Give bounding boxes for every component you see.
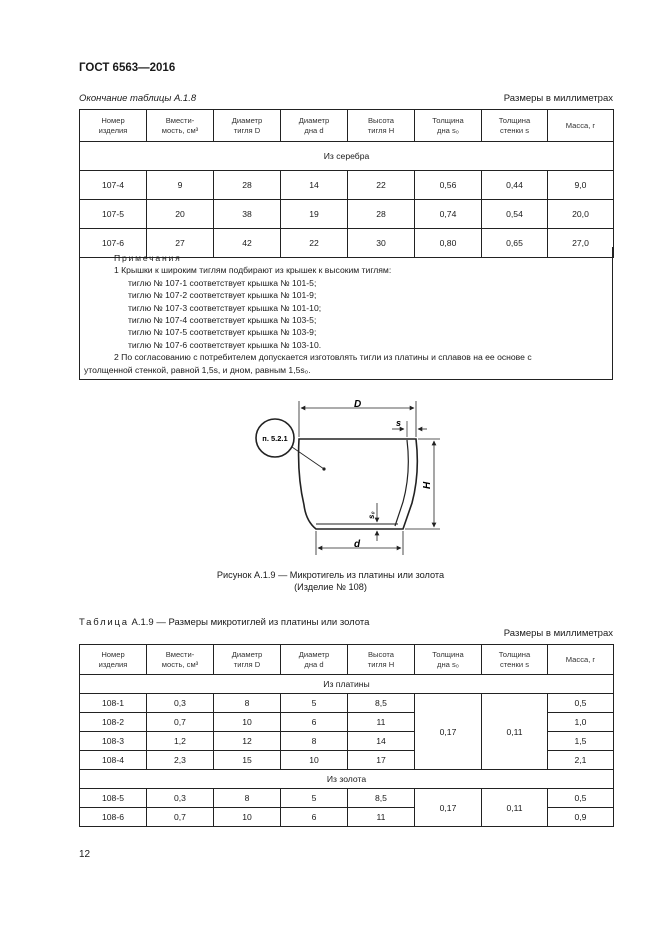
table-a19-title-prefix: Таблица bbox=[79, 617, 129, 628]
merged-cell-s0: 0,17 bbox=[415, 789, 482, 827]
column-header-line: Высота bbox=[367, 649, 395, 659]
reference-leader bbox=[292, 447, 324, 469]
label-d: d bbox=[354, 539, 361, 550]
table-section-row bbox=[80, 675, 614, 694]
table-cell: 0,9 bbox=[548, 808, 614, 827]
column-header bbox=[482, 110, 548, 142]
table-cell: 27 bbox=[147, 229, 214, 258]
table-cell: 10 bbox=[214, 713, 281, 732]
table-cell: 6 bbox=[281, 713, 348, 732]
table-cell: 14 bbox=[281, 171, 348, 200]
column-header-line: дна s₀ bbox=[437, 125, 459, 135]
table-cell: 22 bbox=[348, 171, 415, 200]
table-cell: 0,65 bbox=[482, 229, 548, 258]
table-cell: 0,7 bbox=[147, 808, 214, 827]
column-header-line: Номер bbox=[101, 115, 125, 125]
table-cell: 28 bbox=[214, 171, 281, 200]
merged-cell-s: 0,11 bbox=[482, 789, 548, 827]
column-header bbox=[348, 645, 415, 675]
table-section-row bbox=[80, 770, 614, 789]
table-cell: 28 bbox=[348, 200, 415, 229]
table-row bbox=[80, 789, 614, 808]
label-s: s bbox=[396, 418, 402, 428]
column-header-line: Диаметр bbox=[231, 649, 263, 659]
table-cell: 0,80 bbox=[415, 229, 482, 258]
table-cell: 1,5 bbox=[548, 732, 614, 751]
table-cell: 42 bbox=[214, 229, 281, 258]
column-header bbox=[348, 110, 415, 142]
figure-caption-line2: (Изделие № 108) bbox=[294, 582, 367, 592]
column-header bbox=[214, 645, 281, 675]
column-header-line: Толщина bbox=[432, 115, 464, 125]
table-cell: 0,74 bbox=[415, 200, 482, 229]
table-cell: 108-2 bbox=[80, 713, 147, 732]
note-line: тиглю № 107-1 соответствует крышка № 101-5; bbox=[128, 277, 317, 288]
column-header-line: стенки s bbox=[499, 125, 530, 135]
table-row bbox=[80, 694, 614, 713]
column-header-line: мость, см³ bbox=[161, 125, 199, 135]
column-header bbox=[281, 110, 348, 142]
column-header bbox=[548, 645, 614, 675]
column-header-line: Вмести- bbox=[165, 649, 195, 659]
table-cell: 11 bbox=[348, 713, 415, 732]
column-header-line: Масса, г bbox=[565, 120, 596, 130]
column-header-line: мость, см³ bbox=[161, 659, 199, 669]
note-line: 1 Крышки к широким тиглям подбирают из крышек к высоким тиглям: bbox=[114, 265, 392, 276]
section-title: Из серебра bbox=[80, 142, 614, 171]
label-H: H bbox=[422, 481, 433, 489]
column-header-line: тигля D bbox=[233, 659, 261, 669]
column-header-line: дна d bbox=[304, 659, 324, 669]
column-header-line: тигля H bbox=[367, 659, 395, 669]
column-header-line: Диаметр bbox=[298, 115, 330, 125]
column-header bbox=[80, 645, 147, 675]
table-cell: 8 bbox=[214, 789, 281, 808]
table-cell: 0,3 bbox=[147, 694, 214, 713]
table-a19-units: Размеры в миллиметрах bbox=[503, 628, 613, 639]
merged-cell-s0: 0,17 bbox=[415, 694, 482, 770]
table-cell: 8 bbox=[281, 732, 348, 751]
note-line: утолщенной стенкой, равной 1,5s, и дном, равным 1,5s₀. bbox=[84, 364, 311, 375]
column-header-line: Высота bbox=[367, 115, 395, 125]
table-a18-notes bbox=[79, 247, 613, 380]
table-cell: 1,2 bbox=[147, 732, 214, 751]
table-cell: 108-1 bbox=[80, 694, 147, 713]
table-cell: 0,5 bbox=[548, 694, 614, 713]
table-cell: 0,5 bbox=[548, 789, 614, 808]
column-header bbox=[214, 110, 281, 142]
column-header bbox=[415, 110, 482, 142]
table-a18 bbox=[79, 109, 614, 258]
reference-dot bbox=[322, 467, 325, 470]
table-cell: 0,44 bbox=[482, 171, 548, 200]
table-a18-caption: Окончание таблицы А.1.8 bbox=[79, 93, 197, 104]
column-header bbox=[482, 645, 548, 675]
table-cell: 14 bbox=[348, 732, 415, 751]
crucible-body bbox=[299, 439, 418, 529]
label-D: D bbox=[354, 399, 362, 410]
table-cell: 5 bbox=[281, 789, 348, 808]
table-cell: 9,0 bbox=[548, 171, 614, 200]
page-number: 12 bbox=[79, 849, 91, 860]
table-cell: 17 bbox=[348, 751, 415, 770]
table-cell: 22 bbox=[281, 229, 348, 258]
note-line: тиглю № 107-3 соответствует крышка № 101-10; bbox=[128, 302, 322, 313]
table-cell: 38 bbox=[214, 200, 281, 229]
table-cell: 0,54 bbox=[482, 200, 548, 229]
table-cell: 108-4 bbox=[80, 751, 147, 770]
figure-microcrucible bbox=[240, 393, 460, 563]
merged-cell-s: 0,11 bbox=[482, 694, 548, 770]
table-cell: 15 bbox=[214, 751, 281, 770]
figure-caption-line1: Рисунок А.1.9 — Микротигель из платины или золота bbox=[216, 570, 445, 580]
table-cell: 5 bbox=[281, 694, 348, 713]
table-cell: 11 bbox=[348, 808, 415, 827]
column-header-line: Номер bbox=[101, 649, 125, 659]
note-line: тиглю № 107-4 соответствует крышка № 103-5; bbox=[128, 315, 317, 326]
table-cell: 20 bbox=[147, 200, 214, 229]
column-header-line: Толщина bbox=[432, 649, 464, 659]
column-header bbox=[147, 645, 214, 675]
column-header bbox=[80, 110, 147, 142]
column-header-line: изделия bbox=[98, 125, 128, 135]
note-line: тиглю № 107-2 соответствует крышка № 101-9; bbox=[128, 290, 317, 301]
column-header-line: Диаметр bbox=[298, 649, 330, 659]
table-cell: 2,1 bbox=[548, 751, 614, 770]
table-cell: 1,0 bbox=[548, 713, 614, 732]
table-row bbox=[80, 200, 614, 229]
column-header-line: Диаметр bbox=[231, 115, 263, 125]
table-cell: 108-3 bbox=[80, 732, 147, 751]
note-line: тиглю № 107-5 соответствует крышка № 103-9; bbox=[128, 327, 317, 338]
table-a18-header-row bbox=[80, 110, 614, 142]
table-cell: 8 bbox=[214, 694, 281, 713]
table-cell: 0,3 bbox=[147, 789, 214, 808]
table-a18-units: Размеры в миллиметрах bbox=[503, 93, 613, 104]
column-header-line: Толщина bbox=[498, 115, 531, 125]
table-cell: 2,3 bbox=[147, 751, 214, 770]
table-cell: 19 bbox=[281, 200, 348, 229]
column-header bbox=[281, 645, 348, 675]
column-header-line: изделия bbox=[98, 659, 128, 669]
column-header-line: дна d bbox=[304, 125, 324, 135]
note-line: 2 По согласованию с потребителем допускается изготовлять тигли из платины и сплавов на ее основе с bbox=[114, 352, 532, 363]
table-cell: 107-6 bbox=[80, 229, 147, 258]
table-cell: 108-6 bbox=[80, 808, 147, 827]
table-cell: 107-5 bbox=[80, 200, 147, 229]
column-header-line: Масса, г bbox=[565, 654, 596, 664]
table-a18-section-row bbox=[80, 142, 614, 171]
table-cell: 10 bbox=[281, 751, 348, 770]
table-cell: 12 bbox=[214, 732, 281, 751]
table-cell: 108-5 bbox=[80, 789, 147, 808]
notes-title: Примечания bbox=[114, 253, 182, 263]
reference-label: п. 5.2.1 bbox=[262, 434, 288, 443]
table-cell: 6 bbox=[281, 808, 348, 827]
column-header-line: стенки s bbox=[499, 659, 530, 669]
table-cell: 0,7 bbox=[147, 713, 214, 732]
column-header bbox=[415, 645, 482, 675]
column-header bbox=[147, 110, 214, 142]
column-header-line: Вмести- bbox=[165, 115, 195, 125]
table-cell: 10 bbox=[214, 808, 281, 827]
label-s0: s₀ bbox=[367, 511, 376, 519]
table-a19 bbox=[79, 644, 614, 827]
table-a19-title-text: А.1.9 — Размеры микротиглей из платины или золота bbox=[128, 617, 370, 628]
column-header-line: дна s₀ bbox=[437, 659, 459, 669]
column-header-line: Толщина bbox=[498, 649, 531, 659]
note-line: тиглю № 107-6 соответствует крышка № 103-10. bbox=[128, 339, 322, 350]
section-title: Из золота bbox=[80, 770, 614, 789]
column-header-line: тигля D bbox=[233, 125, 261, 135]
table-cell: 30 bbox=[348, 229, 415, 258]
document-header: ГОСТ 6563—2016 bbox=[79, 62, 176, 74]
table-a19-title bbox=[79, 617, 369, 628]
table-cell: 27,0 bbox=[548, 229, 614, 258]
column-header bbox=[548, 110, 614, 142]
table-cell: 20,0 bbox=[548, 200, 614, 229]
table-row bbox=[80, 171, 614, 200]
column-header-line: тигля H bbox=[367, 125, 395, 135]
table-cell: 8,5 bbox=[348, 694, 415, 713]
section-title: Из платины bbox=[80, 675, 614, 694]
table-cell: 107-4 bbox=[80, 171, 147, 200]
table-a19-header-row bbox=[80, 645, 614, 675]
table-cell: 8,5 bbox=[348, 789, 415, 808]
table-cell: 9 bbox=[147, 171, 214, 200]
table-cell: 0,56 bbox=[415, 171, 482, 200]
